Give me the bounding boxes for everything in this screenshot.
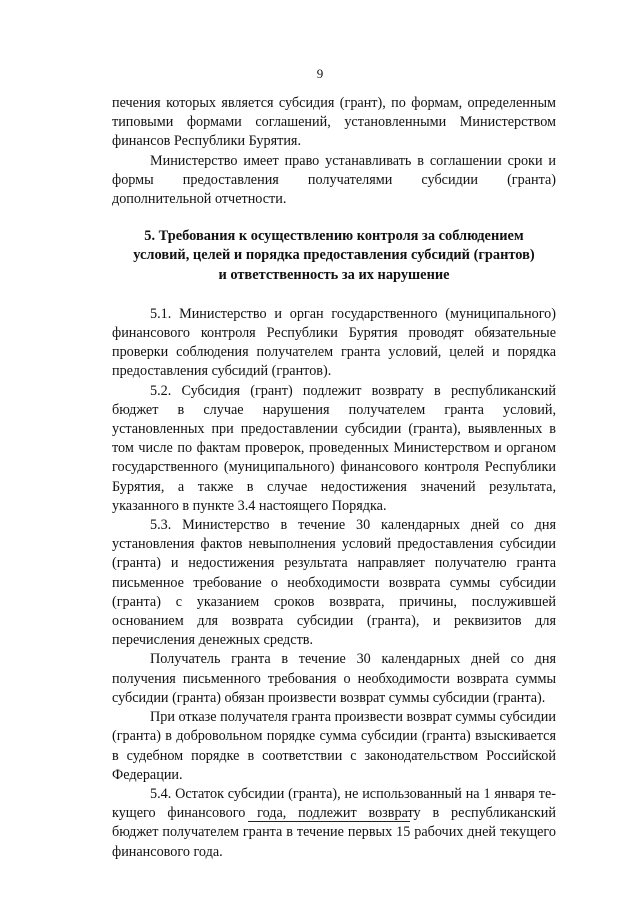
- section-heading-line-3: и ответственность за их нарушение: [218, 266, 450, 283]
- paragraph-reporting-terms: Министерство имеет право устанавливать в соглашении сроки и формы предоставления получателями субсидии (гранта) дополнительной отчетности.: [112, 152, 556, 208]
- paragraph-5-2: 5.2. Субсидия (грант) подлежит возврату в республиканский бюджет в случае нарушения получателем гранта условий, установленных при предоставлении субсидии (гранта), выявленных в том числе по фактам проверок, проведенных Министерством и органом государственного (муниципального) финансового контроля Республики Бурятия, а также в случае недостижения значений результата, указанного в пункте 3.4 настоящего Порядка.: [112, 382, 556, 514]
- paragraph-5-4: 5.4. Остаток субсидии (гранта), не использованный на 1 января текущего финансового года, подлежит возврату в республиканский бюджет получателем гранта в течение первых 15 рабочих дней текущего финансового года.: [112, 785, 556, 860]
- paragraph-5-1: 5.1. Министерство и орган государственного (муниципального) финансового контроля Республики Бурятия проводят обязательные проверки соблюдения получателем гранта условий, целей и порядка предоставления субсидий (грантов).: [112, 305, 556, 380]
- paragraph-refusal: При отказе получателя гранта произвести возврат суммы субсидии (гранта) в добровольном порядке сумма субсидии (гранта) взыскивается в судебном порядке в соответствии с законодательством Российской Федерации.: [112, 709, 556, 783]
- paragraph-recipient-return: Получатель гранта в течение 30 календарных дней со дня получения письменного требования о необходимости возврата суммы субсидии (гранта) обязан произвести возврат суммы субсидии (гранта).: [112, 651, 556, 706]
- document-body: [112, 94, 556, 862]
- section-heading: [112, 227, 556, 285]
- section-heading-line-1: 5. Требования к осуществлению контроля за соблюдением: [144, 228, 524, 245]
- paragraph-5-3: 5.3. Министерство в течение 30 календарных дней со дня установления фактов невыполнения условий предоставления субсидии (гранта) и недостижения результата направляет получателю гранта письменное требование о необходимости возврата суммы субсидии (гранта) с указанием сроков возврата, причины, послужившей основанием для возврата субсидии (гранта), и реквизитов для перечисления денежных средств.: [112, 517, 556, 649]
- paragraph-intro-continuation: печения которых является субсидия (грант), по формам, определенным типовыми формами соглашений, установленными Министерством финансов Республики Бурятия.: [112, 95, 556, 150]
- end-of-document-rule: [248, 821, 410, 822]
- section-heading-line-2: условий, целей и порядка предоставления субсидий (грантов): [133, 247, 535, 264]
- page-number: 9: [316, 66, 324, 81]
